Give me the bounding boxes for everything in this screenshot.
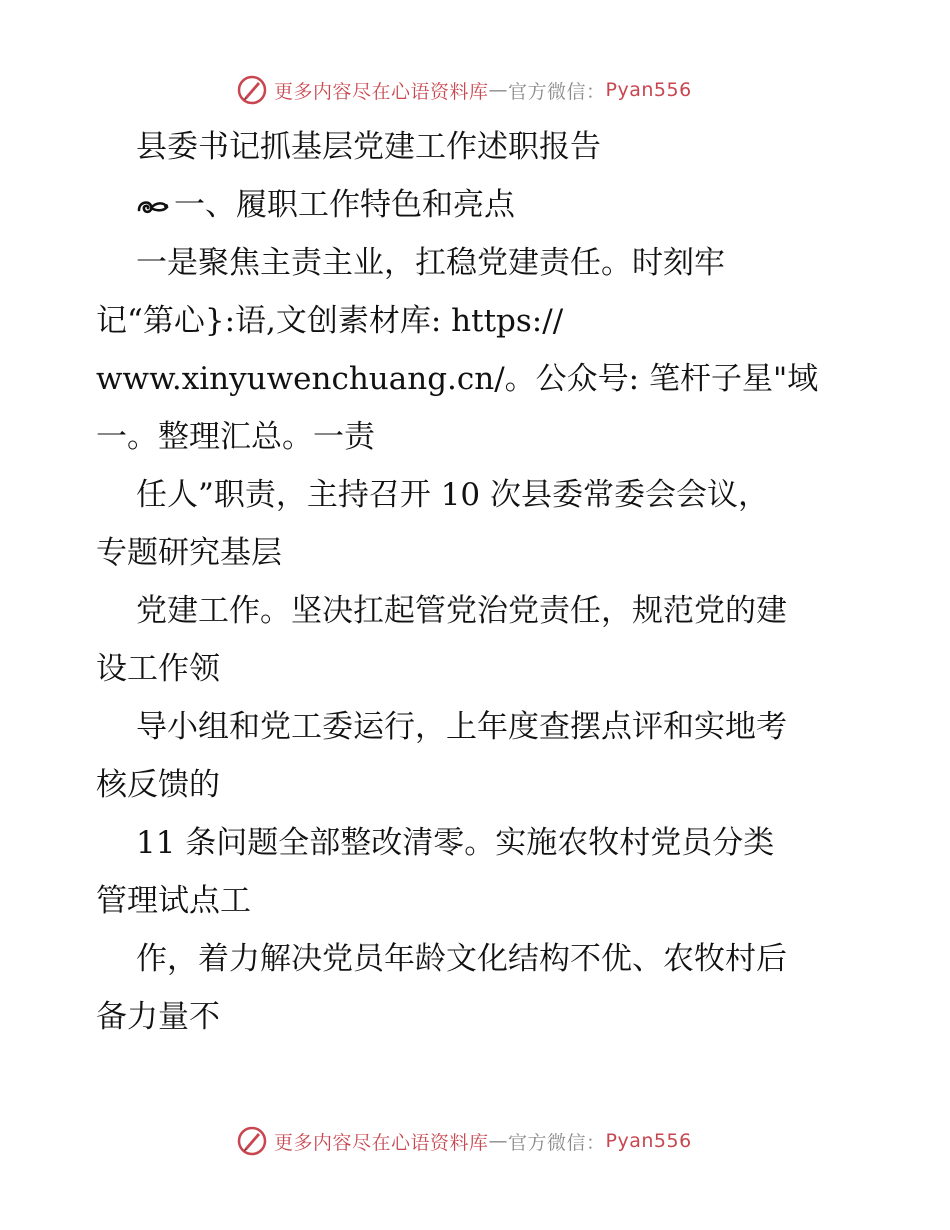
- paragraph-line: 一。整理汇总。一责: [96, 419, 375, 455]
- paragraph-line: 设工作领: [96, 651, 220, 687]
- watermark-brand: 更多内容尽在心语资料库: [274, 1131, 489, 1154]
- header-watermark: [236, 73, 692, 107]
- watermark-wechat-label: 官方微信：: [508, 80, 606, 103]
- paragraph-line: 管理试点工: [96, 883, 251, 919]
- paragraph-line: 备力量不: [96, 999, 220, 1035]
- paragraph-line: 党建工作。坚决扛起管党治党责任，规范党的建: [136, 593, 787, 629]
- paragraph-line: 任人”职责，主持召开 10 次县委常委会会议，: [136, 477, 770, 513]
- watermark-brand: 更多内容尽在心语资料库: [274, 80, 489, 103]
- watermark-account: Pyan556: [605, 79, 692, 101]
- paragraph-line: 专题研究基层: [96, 535, 282, 571]
- footer-watermark: [236, 1124, 692, 1158]
- quill-logo-icon: [236, 74, 268, 106]
- document-title: 县委书记抓基层党建工作述职报告: [136, 129, 601, 165]
- section-heading: 一、履职工作特色和亮点: [174, 187, 515, 223]
- document-body: [96, 118, 856, 1046]
- watermark-separator: —: [488, 1130, 509, 1152]
- section-heading-row: [96, 176, 856, 234]
- watermark-account: Pyan556: [605, 1130, 692, 1152]
- quill-logo-icon: [236, 1125, 268, 1157]
- paragraph-line: 记“第心}:语,文创素材库: https://: [96, 303, 564, 339]
- paragraph-line: 导小组和党工委运行，上年度查摆点评和实地考: [136, 709, 787, 745]
- swirl-bullet-icon: [136, 196, 170, 218]
- watermark-wechat-label: 官方微信：: [508, 1131, 606, 1154]
- paragraph-line: 作，着力解决党员年龄文化结构不优、农牧村后: [136, 941, 787, 977]
- paragraph-line: 一是聚焦主责主业，扛稳党建责任。时刻牢: [136, 245, 725, 281]
- paragraph-line: www.xinyuwenchuang.cn/。公众号: 笔杆子星"域: [96, 361, 819, 397]
- watermark-separator: —: [488, 79, 509, 101]
- paragraph-line: 核反馈的: [96, 767, 220, 803]
- paragraph-line: 11 条问题全部整改清零。实施农牧村党员分类: [136, 825, 775, 861]
